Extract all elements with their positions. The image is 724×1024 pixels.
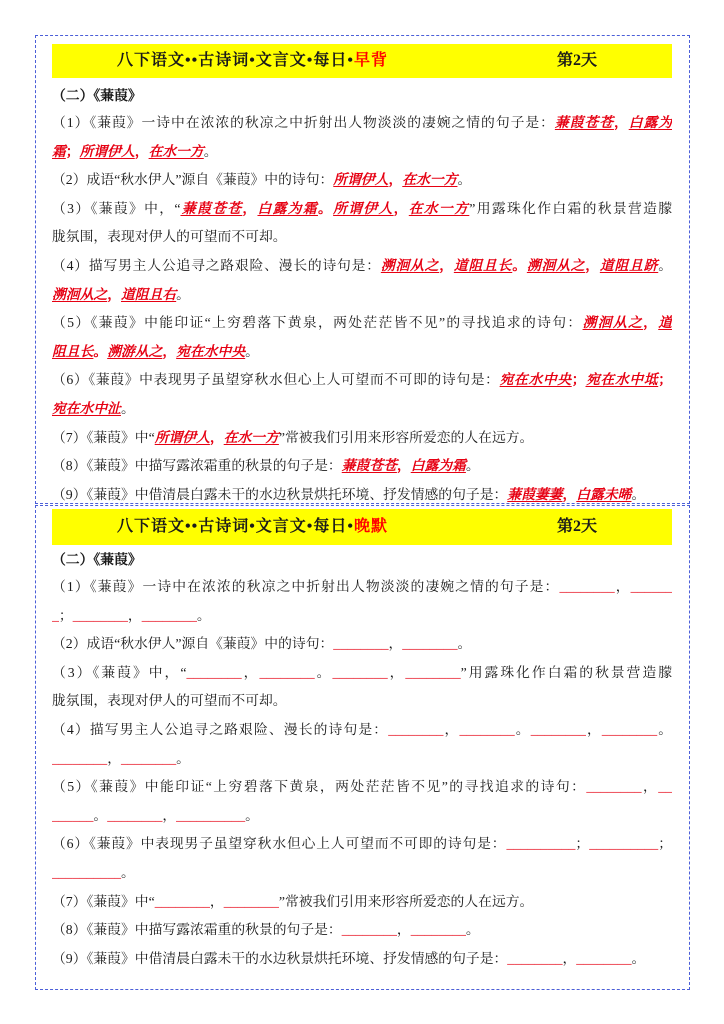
plain-text: 。 <box>514 721 531 737</box>
answer-blank: __________ <box>506 836 576 852</box>
answer-text: 所谓伊人 <box>79 143 135 159</box>
answer-text: 道阻且跻 <box>599 257 659 273</box>
answer-text: 白露为霜 <box>257 200 318 216</box>
plain-text: 。 <box>196 607 211 623</box>
plain-text: 。 <box>176 750 190 766</box>
answer-text: 白露为 <box>628 115 672 130</box>
plain-text: （4）描写男主人公追寻之路艰险、漫长的诗句是： <box>52 257 381 273</box>
answer-blank: _ <box>52 607 59 623</box>
answer-text: 蒹葭萋萋 <box>507 486 563 502</box>
plain-text: 。 <box>465 458 480 474</box>
text-line <box>52 452 672 481</box>
answer-blank: ________ <box>576 950 632 966</box>
answer-punct: ， <box>396 458 411 474</box>
answer-punct: ， <box>439 257 454 273</box>
answer-blank: ________ <box>405 664 461 680</box>
answer-blank: ________ <box>559 579 615 594</box>
plain-text: （6）《蒹葭》中表现男子虽望穿秋水但心上人可望而不可即的诗句是： <box>52 372 500 388</box>
answer-punct: ； <box>658 372 672 388</box>
plain-text: （7）《蒹葭》中“ <box>52 893 155 909</box>
answer-blank: ______ <box>630 579 672 594</box>
answer-text: 白露未晞 <box>576 486 632 502</box>
answer-text: 阻且长 <box>52 343 94 359</box>
text-line <box>52 687 672 716</box>
text-line <box>52 424 672 453</box>
plain-text: （3）《蒹葭》中，“ <box>52 664 187 680</box>
answer-text: 道阻且长 <box>453 257 513 273</box>
answer-blank: ________ <box>72 607 128 623</box>
plain-text: ， <box>387 664 406 680</box>
header-mode-label: 晚默 <box>354 518 389 535</box>
plain-text: （2）成语“秋水伊人”源自《蒹葭》中的诗句： <box>52 172 334 188</box>
plain-text: 。 <box>631 486 646 502</box>
plain-text: （8）《蒹葭》中描写露浓霜重的秋景的句子是： <box>52 922 342 938</box>
plain-text: （3）《蒹葭》中，“ <box>52 200 181 216</box>
plain-text: 胧氛围，表现对伊人的可望而不可却。 <box>52 229 287 245</box>
plain-text: ， <box>562 950 577 966</box>
plain-text: 。 <box>176 286 190 302</box>
answer-blank: ________ <box>410 922 466 938</box>
plain-text: 。 <box>120 400 135 416</box>
text-line <box>52 338 672 367</box>
answer-punct: ， <box>388 172 403 188</box>
answer-text: 在水一方 <box>408 200 470 216</box>
text-line <box>52 859 672 888</box>
question-item <box>52 424 672 453</box>
text-line <box>52 309 672 338</box>
header-title-text: 八下语文••古诗词•文言文•每日• <box>117 52 355 69</box>
text-line <box>52 602 672 631</box>
question-item <box>52 630 672 659</box>
plain-text: ， <box>641 779 659 795</box>
answer-text: 溯洄从之 <box>526 257 586 273</box>
header-mode-label: 早背 <box>354 52 389 69</box>
plain-text: 。 <box>658 257 672 273</box>
text-line <box>52 166 672 195</box>
header-title <box>117 509 388 545</box>
answer-text: 溯洄从之 <box>582 315 644 331</box>
plain-text: 。 <box>314 664 333 680</box>
answer-text: 溯洄从之 <box>52 286 108 302</box>
question-item <box>52 166 672 195</box>
answer-text: 白露为霜 <box>410 458 466 474</box>
answer-blank: ______ <box>52 807 94 823</box>
answer-text: 宛在水中央 <box>499 372 572 388</box>
plain-text: ， <box>396 922 411 938</box>
plain-text: ， <box>107 750 121 766</box>
text-line <box>52 195 672 224</box>
plain-text: 。 <box>631 950 646 966</box>
answer-blank: ________ <box>459 721 515 737</box>
plain-text: （7）《蒹葭》中“ <box>52 429 155 445</box>
text-line <box>52 573 672 602</box>
plain-text: ， <box>585 721 602 737</box>
plain-text: （2）成语“秋水伊人”源自《蒹葭》中的诗句： <box>52 636 334 652</box>
day-label: 第2天 <box>557 518 598 535</box>
answer-blank: ________ <box>223 893 279 909</box>
plain-text: 。 <box>465 922 480 938</box>
answer-punct: 。 <box>512 257 527 273</box>
text-line <box>52 630 672 659</box>
question-item <box>52 452 672 481</box>
plain-text: ； <box>575 836 590 852</box>
plain-text: 。 <box>457 172 472 188</box>
text-line <box>52 745 672 774</box>
plain-text: 。 <box>245 343 259 359</box>
answer-punct: ， <box>562 486 577 502</box>
text-line <box>52 223 672 252</box>
answer-punct: ； <box>571 372 586 388</box>
text-line <box>52 659 672 688</box>
plain-text: （1）《蒹葭》一诗中在浓浓的秋凉之中折射出人物淡淡的凄婉之情的句子是： <box>52 115 555 130</box>
plain-text: ， <box>614 579 631 594</box>
answer-blank: ________ <box>107 807 163 823</box>
answer-text: 所谓伊人 <box>333 172 389 188</box>
section-title: （二）《蒹葭》 <box>52 552 142 567</box>
answer-punct: ， <box>393 200 409 216</box>
answer-punct: 。 <box>317 200 334 216</box>
plain-text: ； <box>58 607 73 623</box>
plain-text: ， <box>127 607 142 623</box>
day-header <box>52 44 672 78</box>
answer-text: 宛在水中央 <box>176 343 246 359</box>
plain-text: ”用露珠化作白霜的秋景营造朦 <box>460 664 672 680</box>
question-item <box>52 573 672 630</box>
answer-punct: ， <box>107 286 121 302</box>
plain-text: （5）《蒹葭》中能印证“上穷碧落下黄泉，两处茫茫皆不见”的寻找追求的诗句： <box>52 779 587 795</box>
plain-text: （4）描写男主人公追寻之路艰险、漫长的诗句是： <box>52 721 389 737</box>
answer-text: 宛在水中沚 <box>52 400 121 416</box>
plain-text: （8）《蒹葭》中描写露浓霜重的秋景的句子是： <box>52 458 342 474</box>
answer-blank: ________ <box>120 750 177 766</box>
section-title: （二）《蒹葭》 <box>52 88 142 103</box>
answer-punct: ， <box>643 315 659 331</box>
answer-punct: ， <box>162 343 177 359</box>
answer-punct: ； <box>65 143 80 159</box>
answer-punct: ， <box>134 143 149 159</box>
text-line <box>52 366 672 395</box>
answer-text: 在水一方 <box>148 143 204 159</box>
answer-blank: ________ <box>141 607 197 623</box>
plain-text: ； <box>658 836 672 852</box>
question-item <box>52 252 672 309</box>
answer-text: 所谓伊人 <box>333 200 394 216</box>
text-line <box>52 802 672 831</box>
question-item <box>52 888 672 917</box>
text-line <box>52 916 672 945</box>
question-item <box>52 659 672 716</box>
answer-text: 蒹葭苍苍 <box>554 115 614 130</box>
text-line <box>52 281 672 310</box>
answer-punct: 。 <box>93 343 108 359</box>
answer-blank: ________ <box>530 721 586 737</box>
answer-text: 溯洄从之 <box>380 257 440 273</box>
plain-text: 。 <box>93 807 108 823</box>
plain-text: 。 <box>657 721 672 737</box>
question-item <box>52 109 672 166</box>
answer-blank: ________ <box>402 636 458 652</box>
plain-text: ”常被我们引用来形容所爱恋的人在远方。 <box>278 429 534 445</box>
answer-blank: ________ <box>601 721 658 737</box>
question-list <box>52 109 672 509</box>
answer-blank: __________ <box>589 836 659 852</box>
answer-blank: ________ <box>341 922 397 938</box>
question-list <box>52 573 672 973</box>
plain-text: ， <box>162 807 177 823</box>
answer-blank: ________ <box>332 664 388 680</box>
text-line <box>52 888 672 917</box>
plain-text: 。 <box>120 864 135 880</box>
answer-blank: __ <box>658 779 672 795</box>
answer-blank: ________ <box>507 950 563 966</box>
question-item <box>52 773 672 830</box>
header-title-text: 八下语文••古诗词•文言文•每日• <box>117 518 355 535</box>
answer-punct: ， <box>242 200 258 216</box>
plain-text: ”用露珠化作白霜的秋景营造朦 <box>469 200 672 216</box>
answer-punct: ， <box>209 429 224 445</box>
plain-text: 。 <box>203 143 218 159</box>
text-line <box>52 830 672 859</box>
answer-blank: __________ <box>52 864 121 880</box>
answer-text: 宛在水中坻 <box>585 372 659 388</box>
answer-text: 道阻且右 <box>120 286 177 302</box>
header-title <box>117 44 388 78</box>
question-item <box>52 195 672 252</box>
answer-punct: ， <box>613 115 629 130</box>
plain-text: 。 <box>457 636 472 652</box>
day-header <box>52 509 672 545</box>
answer-blank: ________ <box>586 779 642 795</box>
plain-text: （5）《蒹葭》中能印证“上穷碧落下黄泉，两处茫茫皆不见”的寻找追求的诗句： <box>52 315 583 331</box>
question-item <box>52 916 672 945</box>
answer-text: 蒹葭苍苍 <box>341 458 397 474</box>
answer-blank: ________ <box>154 893 210 909</box>
plain-text: ， <box>209 893 224 909</box>
plain-text: 。 <box>245 807 259 823</box>
plain-text: 胧氛围，表现对伊人的可望而不可却。 <box>52 693 287 709</box>
day-label: 第2天 <box>557 52 598 69</box>
text-line <box>52 395 672 424</box>
text-line <box>52 138 672 167</box>
answer-punct: ， <box>585 257 600 273</box>
plain-text: （1）《蒹葭》一诗中在浓浓的秋凉之中折射出人物淡淡的凄婉之情的句子是： <box>52 579 560 594</box>
plain-text: ， <box>443 721 460 737</box>
text-line <box>52 945 672 974</box>
answer-text: 在水一方 <box>402 172 458 188</box>
answer-text: 在水一方 <box>223 429 279 445</box>
answer-blank: ________ <box>259 664 315 680</box>
plain-text: ”常被我们引用来形容所爱恋的人在远方。 <box>278 893 534 909</box>
plain-text: ， <box>388 636 403 652</box>
plain-text: （9）《蒹葭》中借清晨白露未干的水边秋景烘托环境、抒发情感的句子是： <box>52 486 508 502</box>
answer-blank: ________ <box>388 721 444 737</box>
text-line <box>52 773 672 802</box>
morning-sheet <box>35 35 690 504</box>
text-line <box>52 109 672 138</box>
evening-sheet <box>35 505 690 990</box>
answer-blank: ________ <box>333 636 389 652</box>
answer-text: 道 <box>658 315 672 331</box>
question-item <box>52 309 672 366</box>
answer-text: 蒹葭苍苍 <box>180 200 243 216</box>
text-line <box>52 252 672 281</box>
answer-text: 霜 <box>52 143 66 159</box>
plain-text: （9）《蒹葭》中借清晨白露未干的水边秋景烘托环境、抒发情感的句子是： <box>52 950 508 966</box>
question-item <box>52 945 672 974</box>
plain-text: ， <box>241 664 260 680</box>
answer-text: 溯游从之 <box>107 343 163 359</box>
answer-blank: ________ <box>186 664 242 680</box>
plain-text: （6）《蒹葭》中表现男子虽望穿秋水但心上人可望而不可即的诗句是： <box>52 836 507 852</box>
text-line <box>52 716 672 745</box>
answer-blank: __________ <box>176 807 246 823</box>
question-item <box>52 366 672 423</box>
answer-blank: ________ <box>52 750 108 766</box>
answer-text: 所谓伊人 <box>154 429 210 445</box>
question-item <box>52 830 672 887</box>
question-item <box>52 716 672 773</box>
